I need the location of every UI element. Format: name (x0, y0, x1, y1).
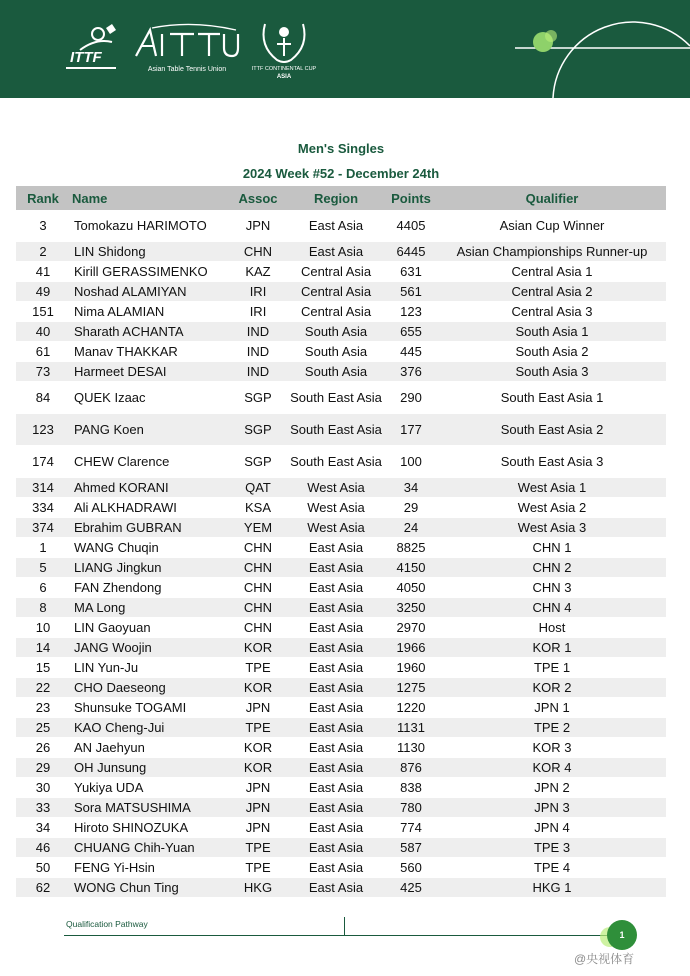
cell-region: East Asia (308, 820, 364, 835)
cell-name: LIN Yun-Ju (74, 660, 139, 675)
table-row (16, 878, 666, 898)
cell-region: East Asia (308, 880, 364, 895)
cell-region: East Asia (308, 780, 364, 795)
cell-assoc: CHN (243, 244, 273, 259)
table-row (16, 282, 666, 302)
page-number-badge: 1 (607, 920, 637, 950)
cell-points: 1220 (396, 700, 426, 715)
table-row (16, 578, 666, 598)
cell-region: East Asia (308, 218, 364, 233)
cell-rank: 334 (32, 500, 54, 515)
cell-rank: 25 (35, 720, 51, 735)
cell-name: Harmeet DESAI (74, 364, 167, 379)
table-row (16, 518, 666, 538)
cell-points: 876 (400, 760, 422, 775)
cell-name: CHO Daeseong (74, 680, 166, 695)
table-row (16, 558, 666, 578)
footer-divider-tick (344, 917, 345, 935)
cell-qualifier: South Asia 2 (515, 344, 589, 359)
cell-rank: 34 (35, 820, 51, 835)
cell-assoc: TPE (245, 840, 271, 855)
table-row (16, 838, 666, 858)
cell-qualifier: CHN 4 (532, 600, 572, 615)
footer-label: Qualification Pathway (66, 919, 148, 929)
cell-qualifier: JPN 2 (534, 780, 570, 795)
cell-rank: 8 (39, 600, 47, 615)
cell-qualifier: KOR 4 (532, 760, 572, 775)
cell-rank: 61 (35, 344, 51, 359)
cell-name: Ahmed KORANI (74, 480, 169, 495)
cell-name: Kirill GERASSIMENKO (74, 264, 208, 279)
cell-region: East Asia (308, 700, 364, 715)
table-row (16, 678, 666, 698)
cell-rank: 73 (35, 364, 51, 379)
cell-rank: 10 (35, 620, 51, 635)
table-row (16, 818, 666, 838)
cell-rank: 174 (32, 454, 54, 469)
cell-assoc: CHN (243, 540, 273, 555)
cell-assoc: JPN (245, 780, 271, 795)
cell-name: Ebrahim GUBRAN (74, 520, 182, 535)
table-row (16, 598, 666, 618)
cell-region: East Asia (308, 840, 364, 855)
cell-name: Noshad ALAMIYAN (74, 284, 187, 299)
table-row (16, 658, 666, 678)
cell-points: 780 (400, 800, 422, 815)
cell-assoc: IRI (249, 284, 267, 299)
cell-qualifier: TPE 3 (533, 840, 571, 855)
cell-region: South East Asia (290, 454, 382, 469)
table-row (16, 362, 666, 382)
cell-region: Central Asia (300, 264, 372, 279)
cell-points: 587 (400, 840, 422, 855)
table-row (16, 618, 666, 638)
cell-qualifier: Host (538, 620, 566, 635)
cell-rank: 2 (39, 244, 47, 259)
cell-qualifier: KOR 2 (532, 680, 572, 695)
cell-name: CHUANG Chih-Yuan (74, 840, 195, 855)
header-band (0, 0, 690, 98)
col-rank-header: Rank (27, 190, 59, 206)
cell-points: 425 (400, 880, 422, 895)
cell-qualifier: JPN 1 (534, 700, 570, 715)
cell-assoc: YEM (243, 520, 273, 535)
cell-assoc: KOR (243, 680, 273, 695)
cell-rank: 29 (35, 760, 51, 775)
cell-qualifier: CHN 3 (532, 580, 572, 595)
cell-points: 655 (400, 324, 422, 339)
cell-name: Manav THAKKAR (74, 344, 178, 359)
cell-region: East Asia (308, 720, 364, 735)
cell-region: East Asia (308, 760, 364, 775)
cell-points: 561 (400, 284, 422, 299)
cell-region: East Asia (308, 600, 364, 615)
cell-points: 4405 (396, 218, 426, 233)
cell-name: LIANG Jingkun (74, 560, 162, 575)
cell-rank: 30 (35, 780, 51, 795)
cell-points: 1275 (396, 680, 426, 695)
cell-points: 1130 (397, 740, 425, 755)
cell-qualifier: JPN 3 (534, 800, 570, 815)
table-row (16, 242, 666, 262)
watermark: @央视体育 (574, 952, 635, 966)
cell-name: Sora MATSUSHIMA (74, 800, 191, 815)
cell-qualifier: CHN 1 (532, 540, 572, 555)
cell-points: 4050 (396, 580, 426, 595)
cell-rank: 84 (35, 390, 51, 405)
cell-assoc: CHN (243, 580, 273, 595)
cell-points: 631 (400, 264, 422, 279)
cell-qualifier: South Asia 3 (515, 364, 589, 379)
cell-name: LIN Gaoyuan (74, 620, 151, 635)
cell-points: 177 (400, 422, 422, 437)
cell-points: 24 (403, 520, 419, 535)
cell-assoc: HKG (243, 880, 273, 895)
cell-points: 376 (400, 364, 422, 379)
col-region-header: Region (313, 190, 359, 206)
cell-assoc: IND (246, 344, 270, 359)
cell-rank: 41 (35, 264, 51, 279)
cell-region: East Asia (308, 244, 364, 259)
cell-assoc: QAT (245, 480, 271, 495)
cell-points: 8825 (396, 540, 426, 555)
table-row (16, 738, 666, 758)
cell-region: East Asia (308, 620, 364, 635)
cell-assoc: JPN (245, 820, 271, 835)
cell-assoc: SGP (244, 390, 272, 405)
cell-name: LIN Shidong (74, 244, 146, 259)
cell-region: East Asia (308, 580, 364, 595)
cell-name: Tomokazu HARIMOTO (74, 218, 207, 233)
cell-rank: 15 (35, 660, 51, 675)
table-row (16, 698, 666, 718)
cell-rank: 5 (39, 560, 47, 575)
table-row (16, 758, 666, 778)
cell-assoc: KSA (244, 500, 271, 515)
cell-name: WONG Chun Ting (74, 880, 179, 895)
cell-rank: 151 (32, 304, 54, 319)
cell-points: 123 (400, 304, 422, 319)
cell-region: West Asia (307, 480, 365, 495)
cell-rank: 40 (35, 324, 51, 339)
cell-region: South Asia (304, 364, 368, 379)
cell-points: 34 (403, 480, 419, 495)
cell-region: East Asia (308, 540, 364, 555)
table-body (16, 210, 666, 898)
cell-rank: 3 (39, 218, 47, 233)
cell-name: OH Junsung (74, 760, 147, 775)
header-decoration (505, 0, 690, 98)
cell-assoc: IND (246, 364, 270, 379)
cell-region: West Asia (307, 520, 365, 535)
cell-qualifier: TPE 2 (533, 720, 571, 735)
cell-qualifier: CHN 2 (532, 560, 572, 575)
attu-logo: Asian Table Tennis Union (132, 22, 242, 78)
cell-name: FENG Yi-Hsin (74, 860, 155, 875)
cell-rank: 26 (35, 740, 51, 755)
cell-assoc: SGP (244, 422, 272, 437)
cell-points: 560 (400, 860, 422, 875)
cell-qualifier: South Asia 1 (515, 324, 589, 339)
cell-qualifier: South East Asia 2 (500, 422, 604, 437)
cell-region: Central Asia (300, 284, 372, 299)
table-row (16, 414, 666, 446)
cell-name: MA Long (74, 600, 126, 615)
cell-name: PANG Koen (74, 422, 144, 437)
cell-name: Ali ALKHADRAWI (74, 500, 177, 515)
cell-rank: 49 (35, 284, 51, 299)
table-row (16, 322, 666, 342)
cell-region: South East Asia (290, 422, 382, 437)
cell-rank: 14 (35, 640, 51, 655)
cell-name: CHEW Clarence (74, 454, 170, 469)
cell-name: Nima ALAMIAN (74, 304, 165, 319)
table-row (16, 538, 666, 558)
cell-assoc: KOR (243, 760, 273, 775)
cell-name: Sharath ACHANTA (74, 324, 184, 339)
table-row (16, 778, 666, 798)
table-row (16, 262, 666, 282)
cell-qualifier: West Asia 2 (517, 500, 587, 515)
cell-name: FAN Zhendong (74, 580, 162, 595)
cell-assoc: JPN (245, 218, 271, 233)
cell-rank: 22 (35, 680, 51, 695)
cell-qualifier: Asian Championships Runner-up (456, 244, 648, 259)
cell-rank: 6 (39, 580, 47, 595)
cell-qualifier: KOR 1 (532, 640, 572, 655)
cell-rank: 33 (35, 800, 51, 815)
cell-assoc: IRI (249, 304, 267, 319)
table-row (16, 210, 666, 242)
col-assoc-header: Assoc (238, 190, 278, 206)
cell-points: 1966 (396, 640, 426, 655)
footer-rule (64, 935, 612, 936)
cell-qualifier: KOR 3 (532, 740, 572, 755)
col-name-header: Name (72, 190, 108, 206)
cell-region: East Asia (308, 640, 364, 655)
cell-points: 290 (400, 390, 422, 405)
cell-name: AN Jaehyun (74, 740, 145, 755)
cell-qualifier: Asian Cup Winner (499, 218, 605, 233)
cell-name: QUEK Izaac (74, 390, 146, 405)
cell-region: West Asia (307, 500, 365, 515)
table-row (16, 382, 666, 414)
cell-region: East Asia (308, 560, 364, 575)
col-points-header: Points (391, 190, 431, 206)
cell-rank: 314 (32, 480, 54, 495)
cell-assoc: IND (246, 324, 270, 339)
cell-points: 1960 (396, 660, 426, 675)
cell-rank: 374 (32, 520, 54, 535)
cell-assoc: TPE (245, 860, 271, 875)
cell-points: 3250 (396, 600, 426, 615)
cell-qualifier: Central Asia 2 (511, 284, 593, 299)
ittf-logo (62, 20, 122, 76)
cell-region: South East Asia (290, 390, 382, 405)
cell-points: 838 (400, 780, 422, 795)
cell-name: Hiroto SHINOZUKA (74, 820, 189, 835)
table-row (16, 798, 666, 818)
cell-qualifier: TPE 1 (533, 660, 571, 675)
cell-points: 29 (403, 500, 419, 515)
svg-text:ITTF: ITTF (70, 49, 102, 66)
cell-region: East Asia (308, 660, 364, 675)
table-row (16, 342, 666, 362)
cell-points: 1131 (397, 720, 425, 735)
continental-cup-logo: ITTF CONTINENTAL CUP ASIA (247, 18, 321, 84)
cell-name: KAO Cheng-Jui (74, 720, 165, 735)
cell-qualifier: JPN 4 (534, 820, 570, 835)
cell-points: 6445 (396, 244, 426, 259)
cell-name: JANG Woojin (74, 640, 152, 655)
cell-assoc: TPE (245, 720, 271, 735)
cell-qualifier: TPE 4 (533, 860, 571, 875)
table-row (16, 858, 666, 878)
cell-qualifier: Central Asia 3 (511, 304, 593, 319)
cell-qualifier: South East Asia 1 (500, 390, 604, 405)
cell-assoc: SGP (244, 454, 272, 469)
cell-region: East Asia (308, 680, 364, 695)
cell-region: East Asia (308, 740, 364, 755)
table-row (16, 302, 666, 322)
cell-region: East Asia (308, 860, 364, 875)
cell-assoc: KOR (243, 740, 273, 755)
cell-rank: 23 (35, 700, 51, 715)
cell-region: South Asia (304, 324, 368, 339)
cell-rank: 50 (35, 860, 51, 875)
cell-assoc: CHN (243, 620, 273, 635)
cell-assoc: TPE (245, 660, 271, 675)
cell-assoc: CHN (243, 600, 273, 615)
cell-name: Shunsuke TOGAMI (74, 700, 187, 715)
cell-region: Central Asia (300, 304, 372, 319)
cell-qualifier: West Asia 1 (517, 480, 587, 495)
page-title: Men's Singles (297, 141, 385, 156)
rankings-table (16, 186, 666, 898)
table-row (16, 498, 666, 518)
cell-assoc: JPN (245, 700, 271, 715)
cell-assoc: KAZ (245, 264, 271, 279)
page-subtitle: 2024 Week #52 - December 24th (242, 166, 440, 181)
cell-rank: 46 (35, 840, 51, 855)
cell-points: 2970 (396, 620, 426, 635)
table-row (16, 446, 666, 478)
table-header (16, 186, 666, 210)
cell-region: South Asia (304, 344, 368, 359)
cell-points: 4150 (396, 560, 426, 575)
cell-rank: 62 (35, 880, 51, 895)
cell-qualifier: HKG 1 (532, 880, 572, 895)
cell-name: WANG Chuqin (74, 540, 159, 555)
cell-assoc: CHN (243, 560, 273, 575)
table-row (16, 638, 666, 658)
cell-rank: 123 (32, 422, 54, 437)
cell-qualifier: South East Asia 3 (500, 454, 604, 469)
cell-qualifier: West Asia 3 (517, 520, 587, 535)
cell-name: Yukiya UDA (74, 780, 144, 795)
cell-rank: 1 (39, 540, 47, 555)
cell-assoc: JPN (245, 800, 271, 815)
cell-assoc: KOR (243, 640, 273, 655)
cell-region: East Asia (308, 800, 364, 815)
cell-points: 774 (400, 820, 422, 835)
cell-qualifier: Central Asia 1 (511, 264, 593, 279)
col-qualifier-header: Qualifier (525, 190, 579, 206)
table-row (16, 478, 666, 498)
cell-points: 445 (400, 344, 422, 359)
table-row (16, 718, 666, 738)
cell-points: 100 (400, 454, 422, 469)
